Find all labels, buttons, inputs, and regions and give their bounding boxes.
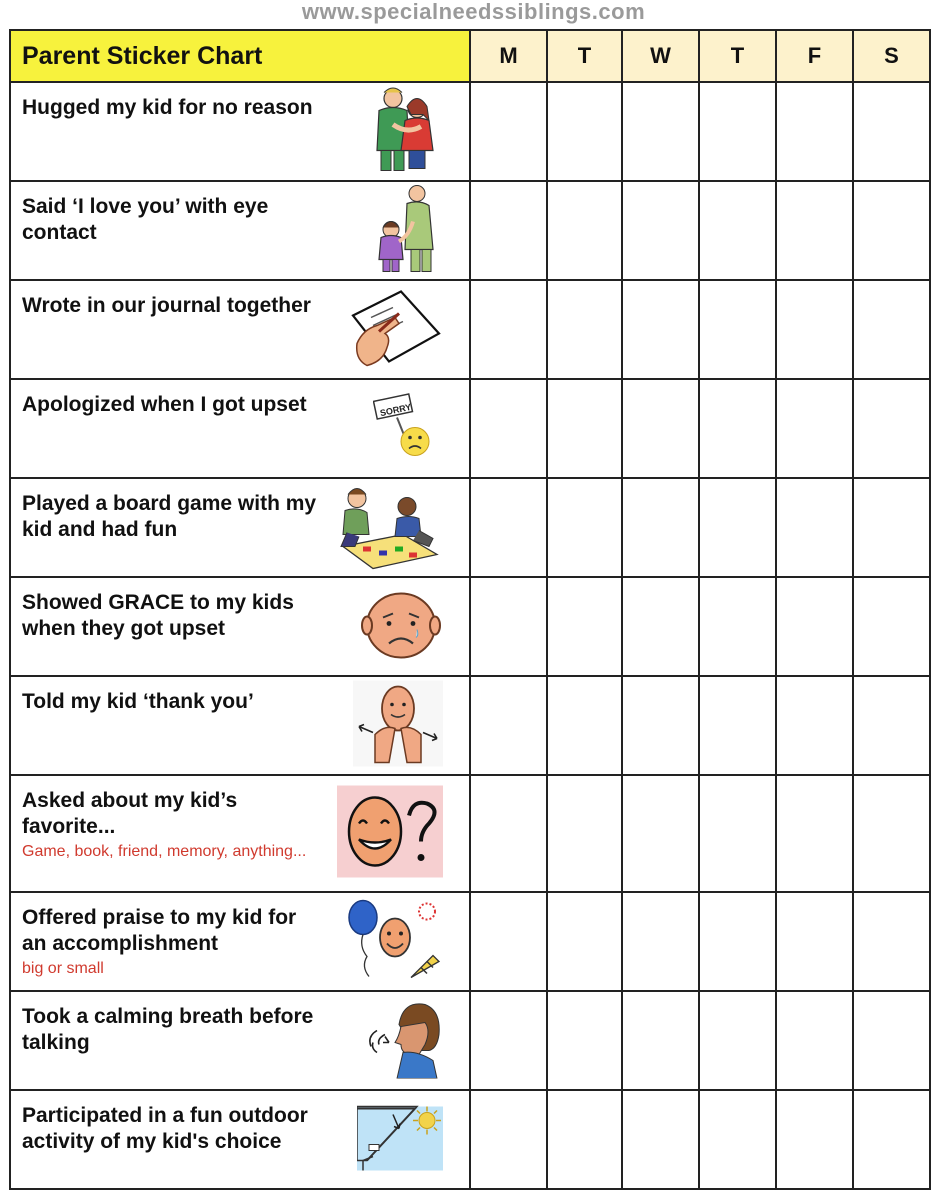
- task-label: Told my kid ‘thank you’: [22, 690, 254, 713]
- sticker-cell-fri[interactable]: [776, 478, 853, 577]
- sticker-cell-mon[interactable]: [470, 379, 547, 478]
- task-row: [10, 676, 930, 775]
- task-label: Played a board game with my kid and had fun: [22, 492, 317, 541]
- task-row: [10, 577, 930, 676]
- sticker-cell-wed[interactable]: [622, 181, 699, 280]
- site-url: www.specialneedssiblings.com: [301, 0, 646, 24]
- sticker-cell-mon[interactable]: [470, 775, 547, 892]
- sticker-cell-sat[interactable]: [853, 181, 930, 280]
- sticker-cell-fri[interactable]: [776, 892, 853, 991]
- day-header-mon: M: [470, 30, 547, 82]
- sticker-cell-thu[interactable]: [699, 1090, 776, 1189]
- sticker-cell-thu[interactable]: [699, 892, 776, 991]
- writing-hand-icon: [343, 287, 443, 372]
- sticker-cell-thu[interactable]: [699, 775, 776, 892]
- sticker-cell-fri[interactable]: [776, 280, 853, 379]
- sticker-cell-wed[interactable]: [622, 1090, 699, 1189]
- sticker-cell-sat[interactable]: [853, 379, 930, 478]
- sticker-cell-sat[interactable]: [853, 892, 930, 991]
- sticker-cell-wed[interactable]: [622, 892, 699, 991]
- sticker-cell-tue[interactable]: [547, 892, 622, 991]
- task-row: [10, 379, 930, 478]
- task-text: [22, 194, 317, 246]
- sticker-cell-mon[interactable]: [470, 676, 547, 775]
- sticker-cell-wed[interactable]: [622, 82, 699, 181]
- sticker-cell-tue[interactable]: [547, 1090, 622, 1189]
- sticker-cell-fri[interactable]: [776, 82, 853, 181]
- sticker-cell-fri[interactable]: [776, 775, 853, 892]
- sticker-cell-sat[interactable]: [853, 676, 930, 775]
- task-cell: [10, 991, 470, 1090]
- sticker-cell-sat[interactable]: [853, 1090, 930, 1189]
- sticker-cell-tue[interactable]: [547, 577, 622, 676]
- chart-title: Parent Sticker Chart: [10, 30, 470, 82]
- task-cell: [10, 82, 470, 181]
- sticker-cell-thu[interactable]: [699, 991, 776, 1090]
- task-text: [22, 95, 317, 121]
- task-label: Said ‘I love you’ with eye contact: [22, 195, 269, 244]
- sticker-cell-fri[interactable]: [776, 991, 853, 1090]
- sticker-cell-wed[interactable]: [622, 676, 699, 775]
- sticker-cell-thu[interactable]: [699, 379, 776, 478]
- sticker-cell-sat[interactable]: [853, 991, 930, 1090]
- day-header-thu: T: [699, 30, 776, 82]
- outdoor-sun-icon: [357, 1096, 443, 1183]
- task-text: [22, 392, 317, 418]
- sticker-cell-wed[interactable]: [622, 577, 699, 676]
- sticker-cell-tue[interactable]: [547, 181, 622, 280]
- sticker-cell-tue[interactable]: [547, 991, 622, 1090]
- sticker-cell-tue[interactable]: [547, 775, 622, 892]
- sticker-cell-mon[interactable]: [470, 181, 547, 280]
- task-row: [10, 280, 930, 379]
- sticker-cell-mon[interactable]: [470, 1090, 547, 1189]
- task-subtext: Game, book, friend, memory, anything...: [22, 843, 307, 860]
- sticker-cell-sat[interactable]: [853, 577, 930, 676]
- task-row: [10, 775, 930, 892]
- sticker-cell-thu[interactable]: [699, 280, 776, 379]
- task-text: [22, 905, 317, 979]
- task-text: [22, 1004, 317, 1056]
- sticker-cell-fri[interactable]: [776, 676, 853, 775]
- sticker-cell-fri[interactable]: [776, 577, 853, 676]
- task-label: Hugged my kid for no reason: [22, 96, 313, 119]
- sticker-cell-fri[interactable]: [776, 379, 853, 478]
- task-label: Offered praise to my kid for an accomplishment: [22, 906, 297, 955]
- task-row: [10, 892, 930, 991]
- task-label: Participated in a fun outdoor activity of my kid's choice: [22, 1104, 308, 1153]
- sticker-cell-wed[interactable]: [622, 478, 699, 577]
- task-subtext: big or small: [22, 960, 104, 977]
- sticker-cell-sat[interactable]: [853, 478, 930, 577]
- sticker-cell-wed[interactable]: [622, 379, 699, 478]
- task-text: [22, 491, 317, 543]
- breathing-icon: [359, 998, 443, 1083]
- task-row: [10, 181, 930, 280]
- hugging-family-icon: [363, 84, 443, 179]
- header-row: [10, 30, 930, 82]
- task-text: [22, 689, 317, 715]
- sticker-cell-tue[interactable]: [547, 676, 622, 775]
- task-cell: [10, 478, 470, 577]
- day-header-wed: W: [622, 30, 699, 82]
- sticker-cell-tue[interactable]: [547, 478, 622, 577]
- task-label: Asked about my kid’s favorite...: [22, 789, 238, 838]
- question-face-icon: [337, 785, 443, 882]
- sticker-cell-mon[interactable]: [470, 577, 547, 676]
- task-cell: [10, 1090, 470, 1189]
- sticker-cell-fri[interactable]: [776, 181, 853, 280]
- sticker-cell-thu[interactable]: [699, 676, 776, 775]
- sad-face-icon: [359, 587, 443, 666]
- sorry-sign-text: SORRY: [379, 401, 413, 418]
- sticker-cell-mon[interactable]: [470, 280, 547, 379]
- task-label: Took a calming breath before talking: [22, 1005, 314, 1054]
- celebration-icon: [343, 899, 443, 984]
- task-text: [22, 293, 317, 319]
- day-header-tue: T: [547, 30, 622, 82]
- task-text: [22, 590, 317, 642]
- task-label: Apologized when I got upset: [22, 393, 307, 416]
- day-header-fri: F: [776, 30, 853, 82]
- task-row: [10, 82, 930, 181]
- sticker-cell-tue[interactable]: [547, 82, 622, 181]
- sticker-chart-table: [9, 29, 931, 1190]
- sticker-cell-thu[interactable]: [699, 82, 776, 181]
- sticker-cell-sat[interactable]: [853, 280, 930, 379]
- sticker-cell-thu[interactable]: [699, 577, 776, 676]
- sticker-cell-mon[interactable]: [470, 82, 547, 181]
- task-cell: [10, 676, 470, 775]
- task-cell: [10, 379, 470, 478]
- sticker-cell-sat[interactable]: [853, 775, 930, 892]
- sticker-cell-sat[interactable]: [853, 82, 930, 181]
- task-cell: [10, 577, 470, 676]
- task-label: Wrote in our journal together: [22, 294, 311, 317]
- task-text: [22, 788, 317, 862]
- task-row: [10, 991, 930, 1090]
- task-cell: [10, 181, 470, 280]
- sticker-cell-fri[interactable]: [776, 1090, 853, 1189]
- sorry-sign-icon: [373, 391, 443, 466]
- thank-you-sign-icon: [353, 680, 443, 771]
- sticker-cell-wed[interactable]: [622, 775, 699, 892]
- sticker-cell-thu[interactable]: [699, 478, 776, 577]
- task-row: [10, 478, 930, 577]
- task-text: [22, 1103, 317, 1155]
- sticker-cell-thu[interactable]: [699, 181, 776, 280]
- task-cell: [10, 280, 470, 379]
- sticker-cell-tue[interactable]: [547, 280, 622, 379]
- sticker-cell-wed[interactable]: [622, 280, 699, 379]
- sticker-cell-mon[interactable]: [470, 991, 547, 1090]
- sticker-cell-wed[interactable]: [622, 991, 699, 1090]
- day-header-sat: S: [853, 30, 930, 82]
- sticker-cell-mon[interactable]: [470, 478, 547, 577]
- task-label: Showed GRACE to my kids when they got upset: [22, 591, 294, 640]
- sticker-cell-mon[interactable]: [470, 892, 547, 991]
- task-cell: [10, 892, 470, 991]
- task-row: [10, 1090, 930, 1189]
- sticker-cell-tue[interactable]: [547, 379, 622, 478]
- board-game-icon: [333, 480, 443, 575]
- parent-child-hug-icon: [373, 183, 443, 278]
- task-cell: [10, 775, 470, 892]
